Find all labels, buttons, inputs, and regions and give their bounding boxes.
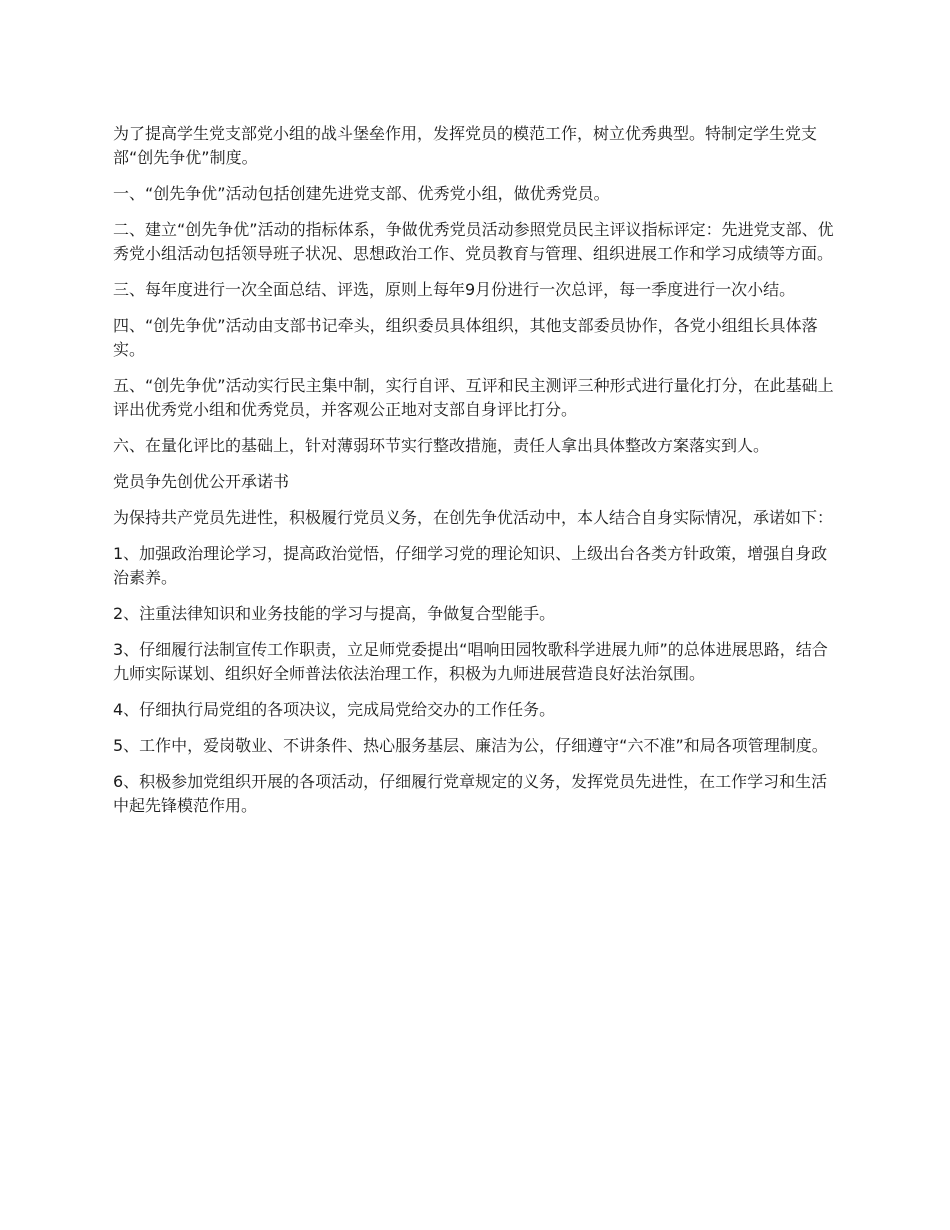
pledge-item-6: 6、积极参加党组织开展的各项活动，仔细履行党章规定的义务，发挥党员先进性，在工作学习和生活中起先锋模范作用。 (113, 772, 828, 815)
pledge-item-5: 5、工作中，爱岗敬业、不讲条件、热心服务基层、廉洁为公，仔细遵守“六不准”和局各项管理制度。 (113, 736, 828, 755)
rule-paragraph-3: 三、每年度进行一次全面总结、评选，原则上每年9月份进行一次总评，每一季度进行一次小结。 (113, 280, 796, 299)
pledge-item-1: 1、加强政治理论学习，提高政治觉悟，仔细学习党的理论知识、上级出台各类方针政策，增强自身政治素养。 (113, 544, 828, 587)
document-body (113, 122, 839, 830)
section-heading: 党员争先创优公开承诺书 (113, 472, 290, 491)
rule-paragraph-1: 一、“创先争优”活动包括创建先进党支部、优秀党小组，做优秀党员。 (113, 184, 610, 203)
pledge-item-3: 3、仔细履行法制宣传工作职责，立足师党委提出“唱响田园牧歌科学进展九师”的总体进展思路，结合九师实际谋划、组织好全师普法依法治理工作，积极为九师进展营造良好法治氛围。 (113, 640, 828, 683)
intro-paragraph: 为了提高学生党支部党小组的战斗堡垒作用，发挥党员的模范工作，树立优秀典型。特制定学生党支部“创先争优”制度。 (113, 124, 818, 167)
pledge-item-4: 4、仔细执行局党组的各项决议，完成局党给交办的工作任务。 (113, 700, 556, 719)
pledge-item-2: 2、注重法律知识和业务技能的学习与提高，争做复合型能手。 (113, 604, 556, 623)
rule-paragraph-4: 四、“创先争优”活动由支部书记牵头，组织委员具体组织，其他支部委员协作，各党小组组长具体落实。 (113, 316, 818, 359)
rule-paragraph-6: 六、在量化评比的基础上，针对薄弱环节实行整改措施，责任人拿出具体整改方案落实到人。 (113, 436, 770, 455)
rule-paragraph-5: 五、“创先争优”活动实行民主集中制，实行自评、互评和民主测评三种形式进行量化打分，在此基础上评出优秀党小组和优秀党员，并客观公正地对支部自身评比打分。 (113, 376, 834, 419)
rule-paragraph-2: 二、建立“创先争优”活动的指标体系，争做优秀党员活动参照党员民主评议指标评定：先进党支部、优秀党小组活动包括领导班子状况、思想政治工作、党员教育与管理、组织进展工作和学习成绩等方面。 (113, 220, 834, 263)
pledge-intro-paragraph: 为保持共产党员先进性，积极履行党员义务，在创先争优活动中，本人结合自身实际情况，承诺如下： (113, 508, 834, 527)
